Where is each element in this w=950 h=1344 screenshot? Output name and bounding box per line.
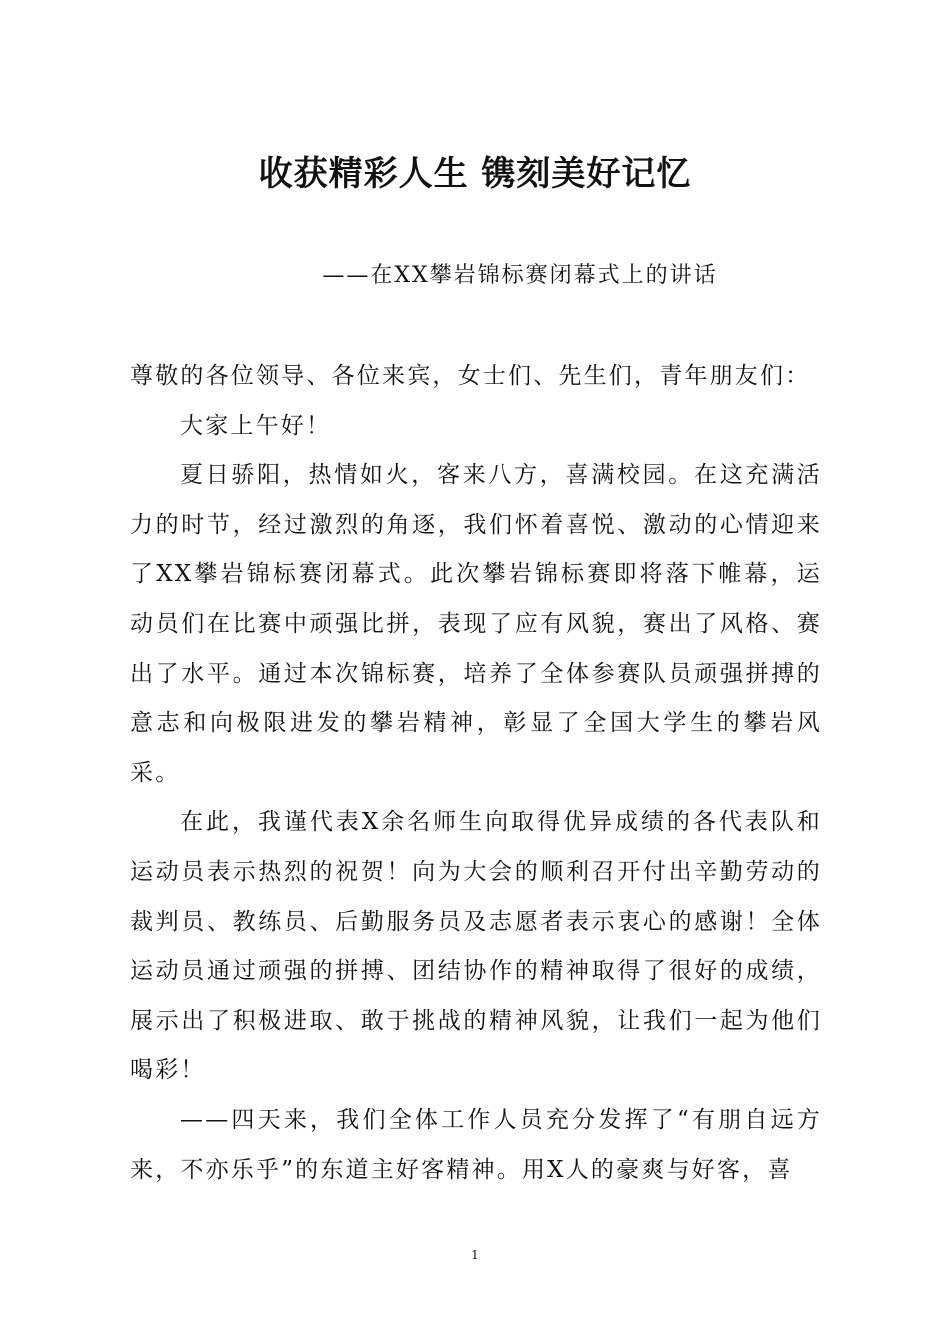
document-body: [130, 352, 822, 1195]
salutation: 尊敬的各位领导、各位来宾，女士们、先生们，青年朋友们：: [130, 363, 811, 389]
paragraph-four-days: ——四天来，我们全体工作人员充分发挥了“有朋自远方来，不亦乐乎”的东道主好客精神。用X人的豪爽与好客，喜: [130, 1106, 822, 1183]
paragraph-greeting: 大家上午好！: [180, 412, 332, 439]
paragraph-opening: 夏日骄阳，热情如火，客来八方，喜满校园。在这充满活力的时节，经过激烈的角逐，我们怀着喜悦、激动的心情迎来了XX攀岩锦标赛闭幕式。此次攀岩锦标赛即将落下帷幕，运动员们在比赛中顽强比拼，表现了应有风貌，赛出了风格、赛出了水平。通过本次锦标赛，培养了全体参赛队员顽强拼搏的意志和向极限进发的攀岩精神，彰显了全国大学生的攀岩风采。: [130, 462, 822, 786]
page-number: 1: [471, 1248, 479, 1262]
document-subtitle: ——在XX攀岩锦标赛闭幕式上的讲话: [322, 263, 718, 288]
paragraph-congratulations: 在此，我谨代表X余名师生向取得优异成绩的各代表队和运动员表示热烈的祝贺！向为大会的顺利召开付出辛勤劳动的裁判员、教练员、后勤服务员及志愿者表示衷心的感谢！全体运动员通过顽强的拼搏、团结协作的精神取得了很好的成绩，展示出了积极进取、敢于挑战的精神风貌，让我们一起为他们喝彩！: [130, 809, 822, 1084]
document-title: 收获精彩人生 镌刻美好记忆: [258, 154, 692, 194]
